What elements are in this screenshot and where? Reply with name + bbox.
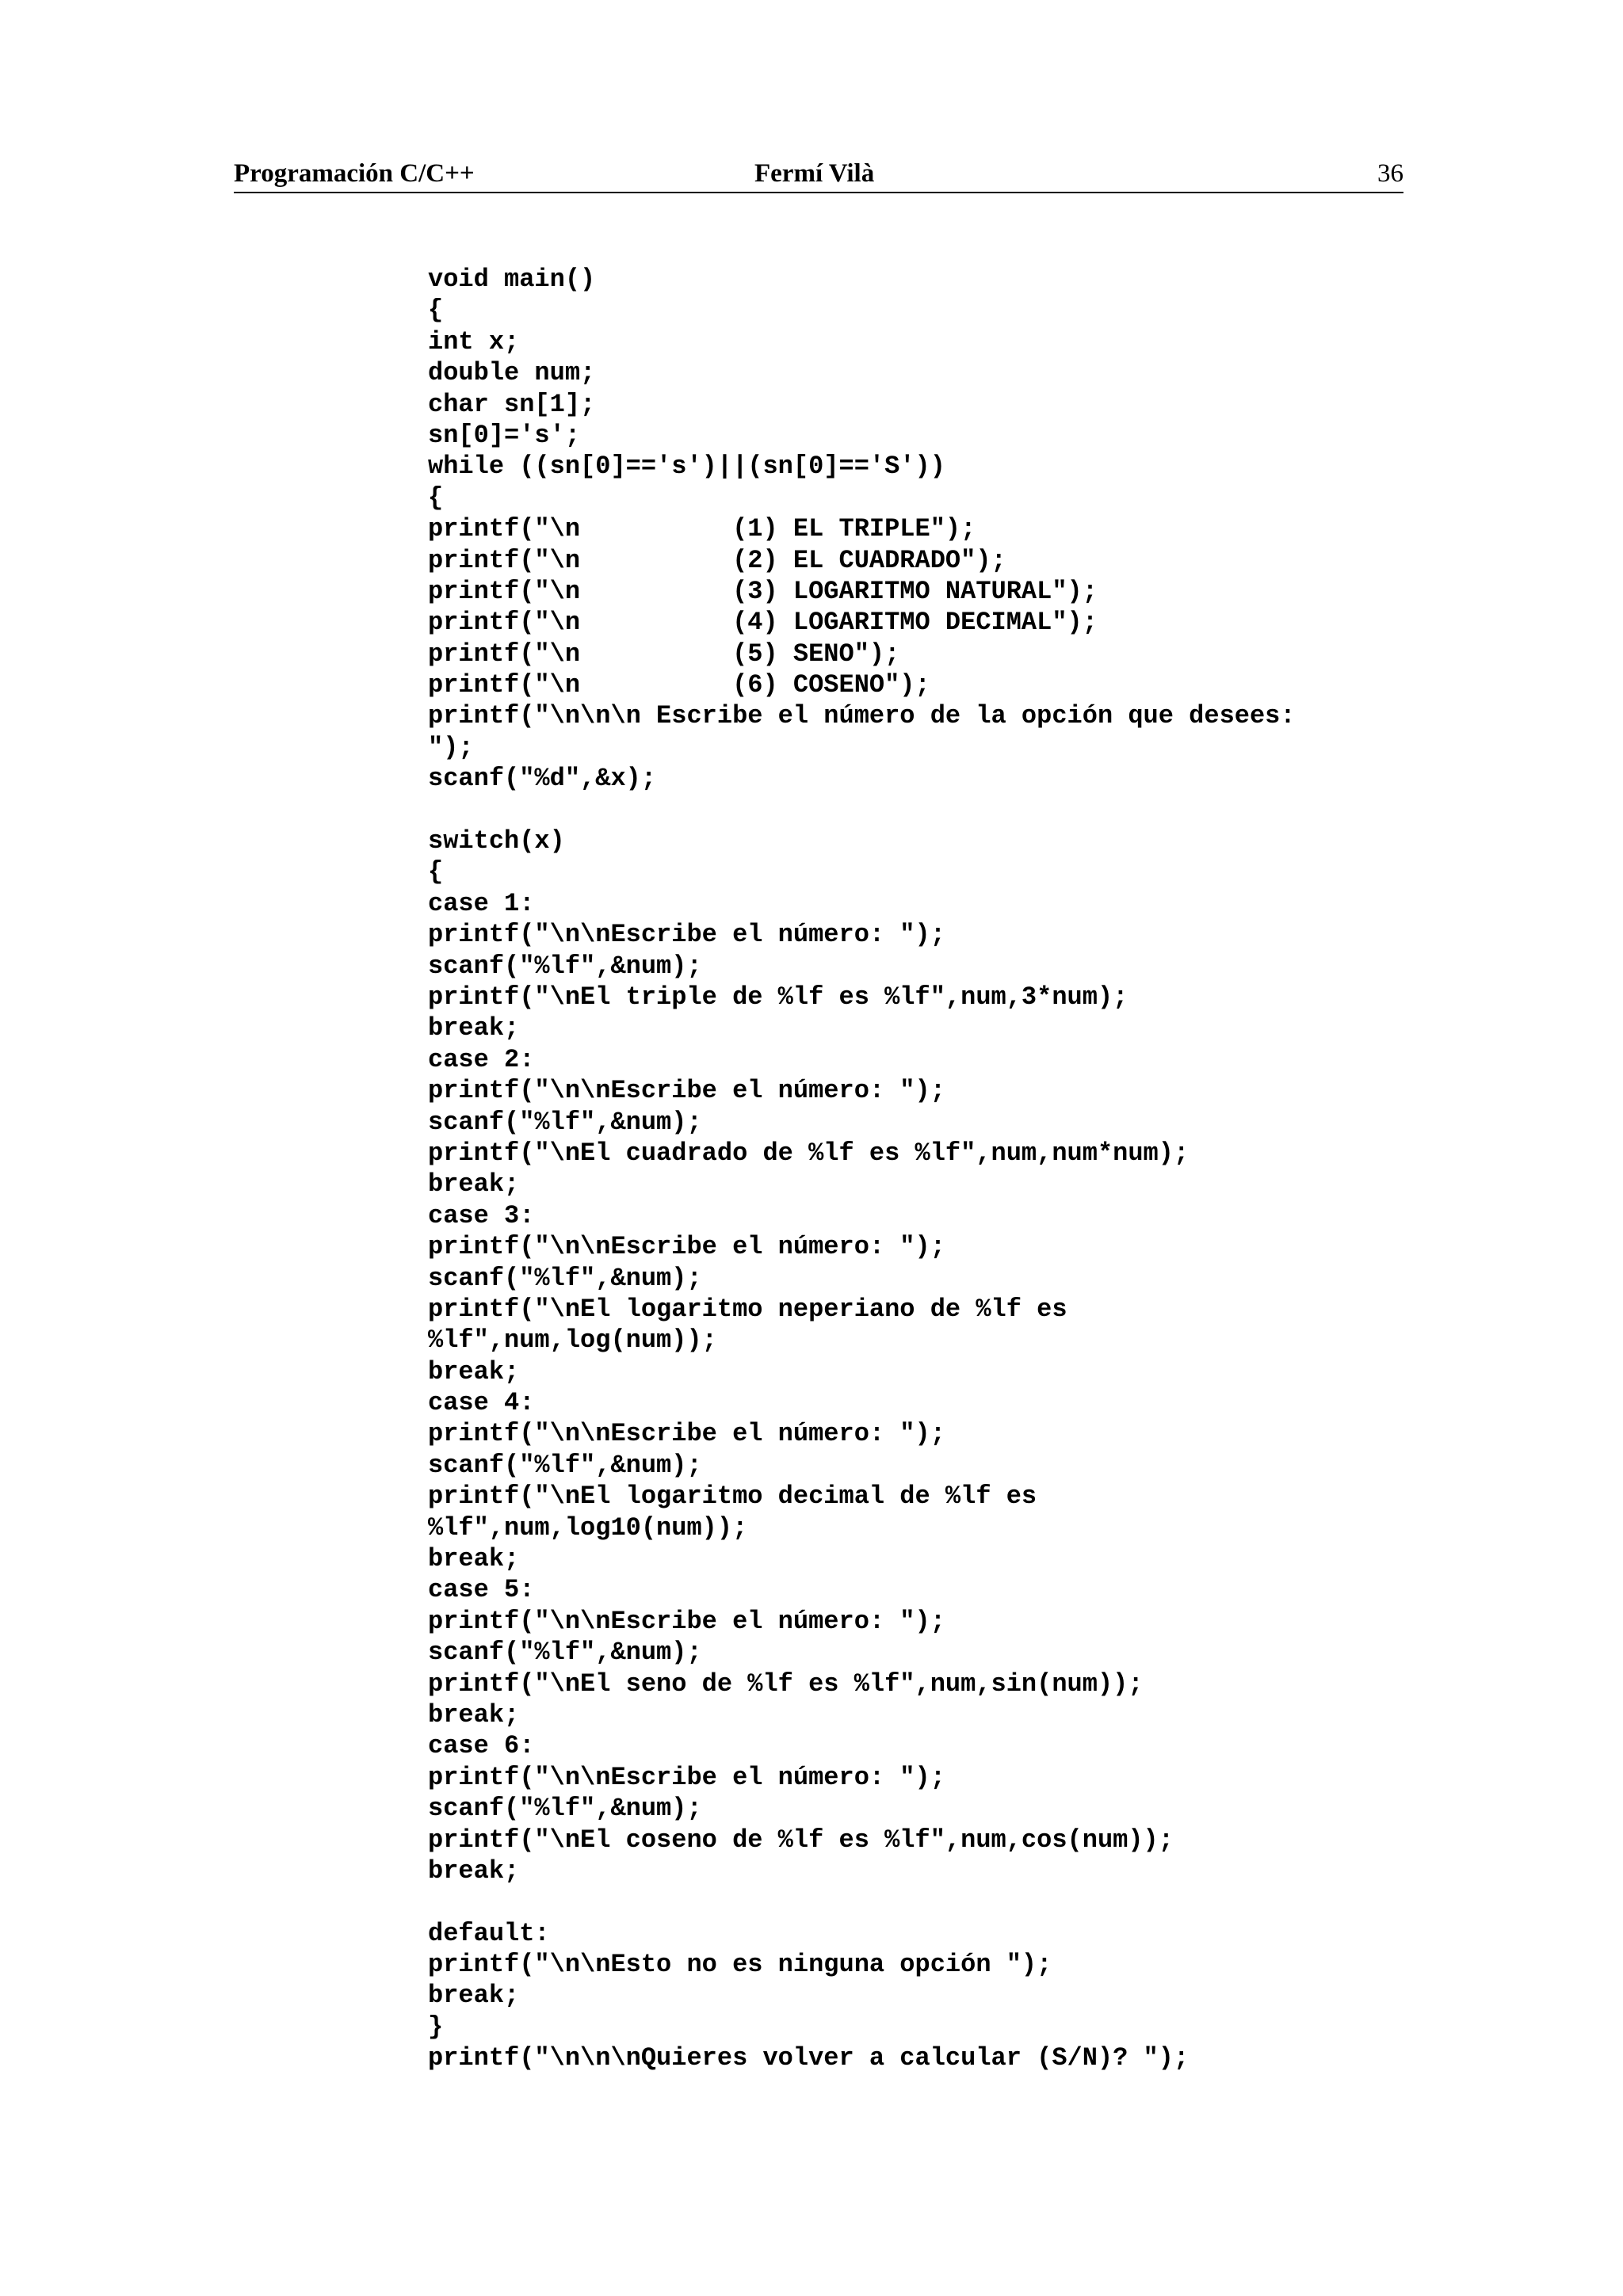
code-line: %lf",num,log(num));	[428, 1325, 717, 1356]
code-line: {	[428, 857, 444, 887]
code-line: printf("\n\nEscribe el número: ");	[428, 1076, 945, 1106]
code-line: }	[428, 2012, 444, 2042]
code-line: %lf",num,log10(num));	[428, 1512, 748, 1543]
code-line: break;	[428, 1855, 520, 1886]
code-line: switch(x)	[428, 826, 565, 856]
code-line: sn[0]='s';	[428, 420, 581, 450]
header-author: Fermí Vilà	[754, 159, 875, 188]
code-line: printf("\n\nEscribe el número: ");	[428, 1606, 945, 1636]
code-line	[428, 1886, 1403, 1917]
code-line: break;	[428, 1356, 520, 1386]
code-line: scanf("%lf",&num);	[428, 1107, 702, 1137]
code-line: scanf("%lf",&num);	[428, 1794, 702, 1824]
code-line: scanf("%lf",&num);	[428, 951, 702, 981]
code-line: case 6:	[428, 1731, 535, 1761]
code-line: scanf("%lf",&num);	[428, 1638, 702, 1668]
code-line: printf("\n (1) EL TRIPLE");	[428, 514, 976, 544]
code-line	[428, 795, 1403, 826]
header-page-number: 36	[1377, 159, 1403, 188]
code-line: printf("\nEl seno de %lf es %lf",num,sin(num));	[428, 1669, 1144, 1699]
code-line: printf("\n (6) COSENO");	[428, 670, 930, 700]
code-line: printf("\nEl coseno de %lf es %lf",num,cos(num));	[428, 1825, 1174, 1855]
code-line: case 2:	[428, 1044, 535, 1074]
code-line: printf("\n (3) LOGARITMO NATURAL");	[428, 576, 1098, 606]
code-line: break;	[428, 1981, 520, 2011]
code-line: break;	[428, 1544, 520, 1574]
code-line: {	[428, 296, 444, 326]
code-line: case 1:	[428, 888, 535, 918]
code-line: default:	[428, 1918, 550, 1948]
code-line: printf("\nEl triple de %lf es %lf",num,3*num);	[428, 982, 1128, 1012]
code-line: case 4:	[428, 1388, 535, 1418]
code-line: while ((sn[0]=='s')||(sn[0]=='S'))	[428, 452, 945, 482]
code-line: printf("\nEl logaritmo neperiano de %lf es	[428, 1294, 1067, 1324]
code-line: case 3:	[428, 1200, 535, 1230]
code-line: char sn[1];	[428, 389, 596, 419]
code-line: printf("\n (5) SENO");	[428, 639, 900, 669]
code-line: scanf("%lf",&num);	[428, 1450, 702, 1480]
code-line: printf("\nEl logaritmo decimal de %lf es	[428, 1482, 1037, 1512]
code-line: printf("\n (2) EL CUADRADO");	[428, 545, 1006, 575]
code-line: printf("\nEl cuadrado de %lf es %lf",num,num*num);	[428, 1138, 1190, 1168]
code-line: printf("\n\nEscribe el número: ");	[428, 920, 945, 950]
code-line: break;	[428, 1699, 520, 1730]
code-line: int x;	[428, 326, 520, 357]
header-book-title: Programación C/C++	[234, 159, 475, 188]
code-line: double num;	[428, 358, 596, 388]
code-listing	[428, 264, 1403, 2074]
code-line: break;	[428, 1013, 520, 1043]
code-line: break;	[428, 1169, 520, 1199]
code-line: scanf("%d",&x);	[428, 764, 657, 794]
code-line: {	[428, 482, 444, 513]
code-line: printf("\n\nEscribe el número: ");	[428, 1762, 945, 1792]
code-line: printf("\n\n\n Escribe el número de la opción que desees:	[428, 701, 1296, 731]
code-line: scanf("%lf",&num);	[428, 1263, 702, 1293]
code-line: printf("\n\nEscribe el número: ");	[428, 1232, 945, 1262]
code-line: ");	[428, 732, 474, 762]
code-line: void main()	[428, 265, 596, 294]
page-header	[234, 155, 1403, 193]
code-line: printf("\n\n\nQuieres volver a calcular (S/N)? ");	[428, 2043, 1190, 2073]
code-line: case 5:	[428, 1575, 535, 1605]
code-line: printf("\n\nEscribe el número: ");	[428, 1419, 945, 1449]
code-line: printf("\n\nEsto no es ninguna opción ");	[428, 1950, 1052, 1980]
code-line: printf("\n (4) LOGARITMO DECIMAL");	[428, 608, 1098, 638]
